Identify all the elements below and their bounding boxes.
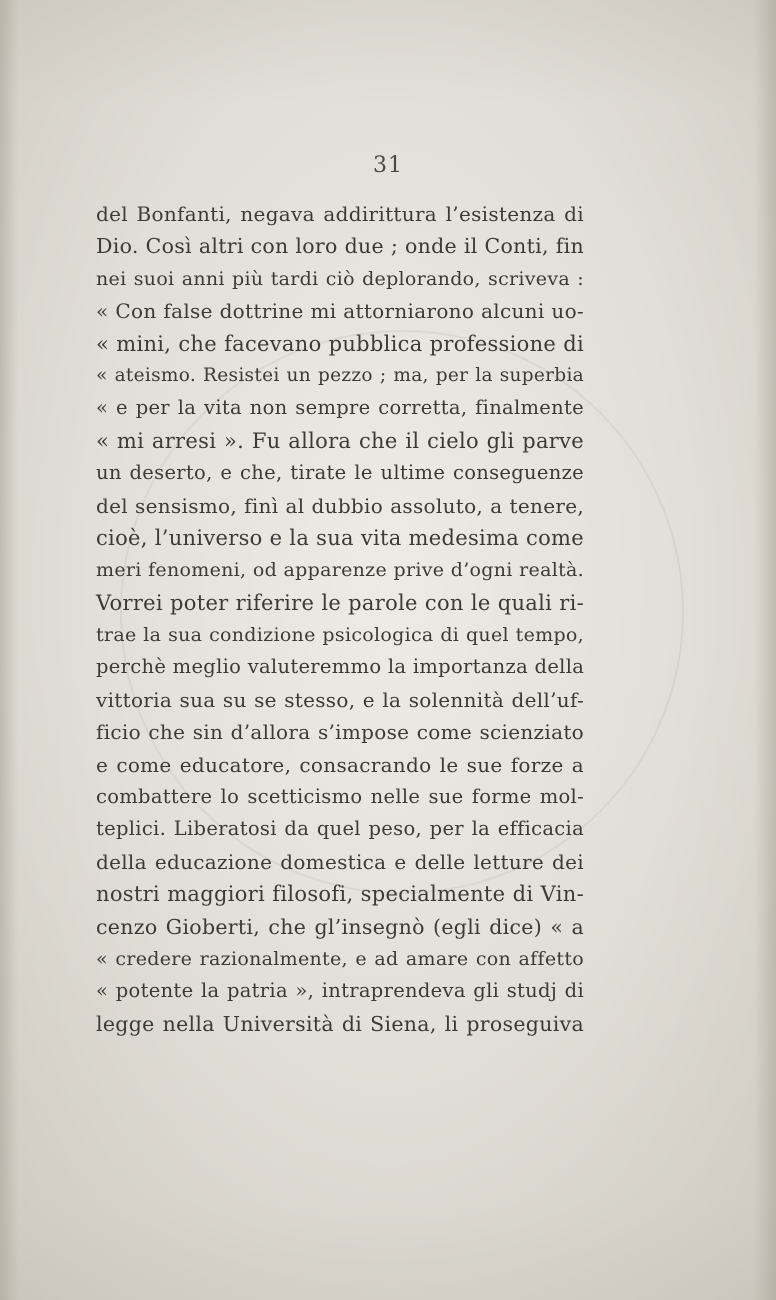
text-line: « ateismo. Resistei un pezzo ; ma, per la superbia [96, 364, 584, 386]
text-line: vittoria sua su se stesso, e la solennità dell’uf- [96, 687, 584, 712]
text-line: meri fenomeni, od apparenze prive d’ogni realtà. [96, 559, 584, 582]
text-line: ficio che sin d’allora s’impose come scienziato [96, 720, 584, 745]
text-line: e come educatore, consacrando le sue forze a [96, 752, 584, 777]
text-line: del sensismo, finì al dubbio assoluto, a tenere, [96, 493, 584, 518]
text-line: nostri maggiori filosofi, specialmente di Vin- [96, 882, 584, 907]
text-line: « e per la vita non sempre corretta, finalmente [96, 396, 584, 420]
text-line: teplici. Liberatosi da quel peso, per la efficacia [96, 817, 584, 841]
page-edge-right [754, 0, 776, 1300]
text-line: Dio. Così altri con loro due ; onde il Conti, fin [96, 234, 584, 259]
text-line: un deserto, e che, tirate le ultime conseguenze [96, 461, 584, 485]
text-line: « Con false dottrine mi attorniarono alcuni uo- [96, 299, 584, 324]
text-line: « potente la patria », intraprendeva gli studj di [96, 979, 584, 1003]
text-line: legge nella Università di Siena, li proseguiva [96, 1011, 584, 1036]
body-text [96, 198, 584, 1040]
text-line: cioè, l’universo e la sua vita medesima come [96, 525, 584, 550]
text-line: della educazione domestica e delle letture dei [96, 849, 584, 874]
text-line: « mi arresi ». Fu allora che il cielo gli parve [96, 428, 584, 453]
text-line: Vorrei poter riferire le parole con le quali ri- [96, 590, 584, 615]
text-line: cenzo Gioberti, che gl’insegnò (egli dice) « a [96, 914, 584, 939]
text-line: del Bonfanti, negava addirittura l’esistenza di [96, 202, 584, 226]
text-line: perchè meglio valuteremmo la importanza della [96, 655, 585, 679]
text-line: « mini, che facevano pubblica professione di [96, 331, 584, 356]
page-number: 31 [373, 153, 403, 178]
text-line: combattere lo scetticismo nelle sue forme mol- [96, 785, 584, 809]
text-line: trae la sua condizione psicologica di quel tempo, [96, 624, 584, 647]
text-line: nei suoi anni più tardi ciò deplorando, scriveva : [96, 267, 584, 290]
page-edge-left [0, 0, 18, 1300]
text-line: « credere razionalmente, e ad amare con affetto [96, 947, 584, 970]
